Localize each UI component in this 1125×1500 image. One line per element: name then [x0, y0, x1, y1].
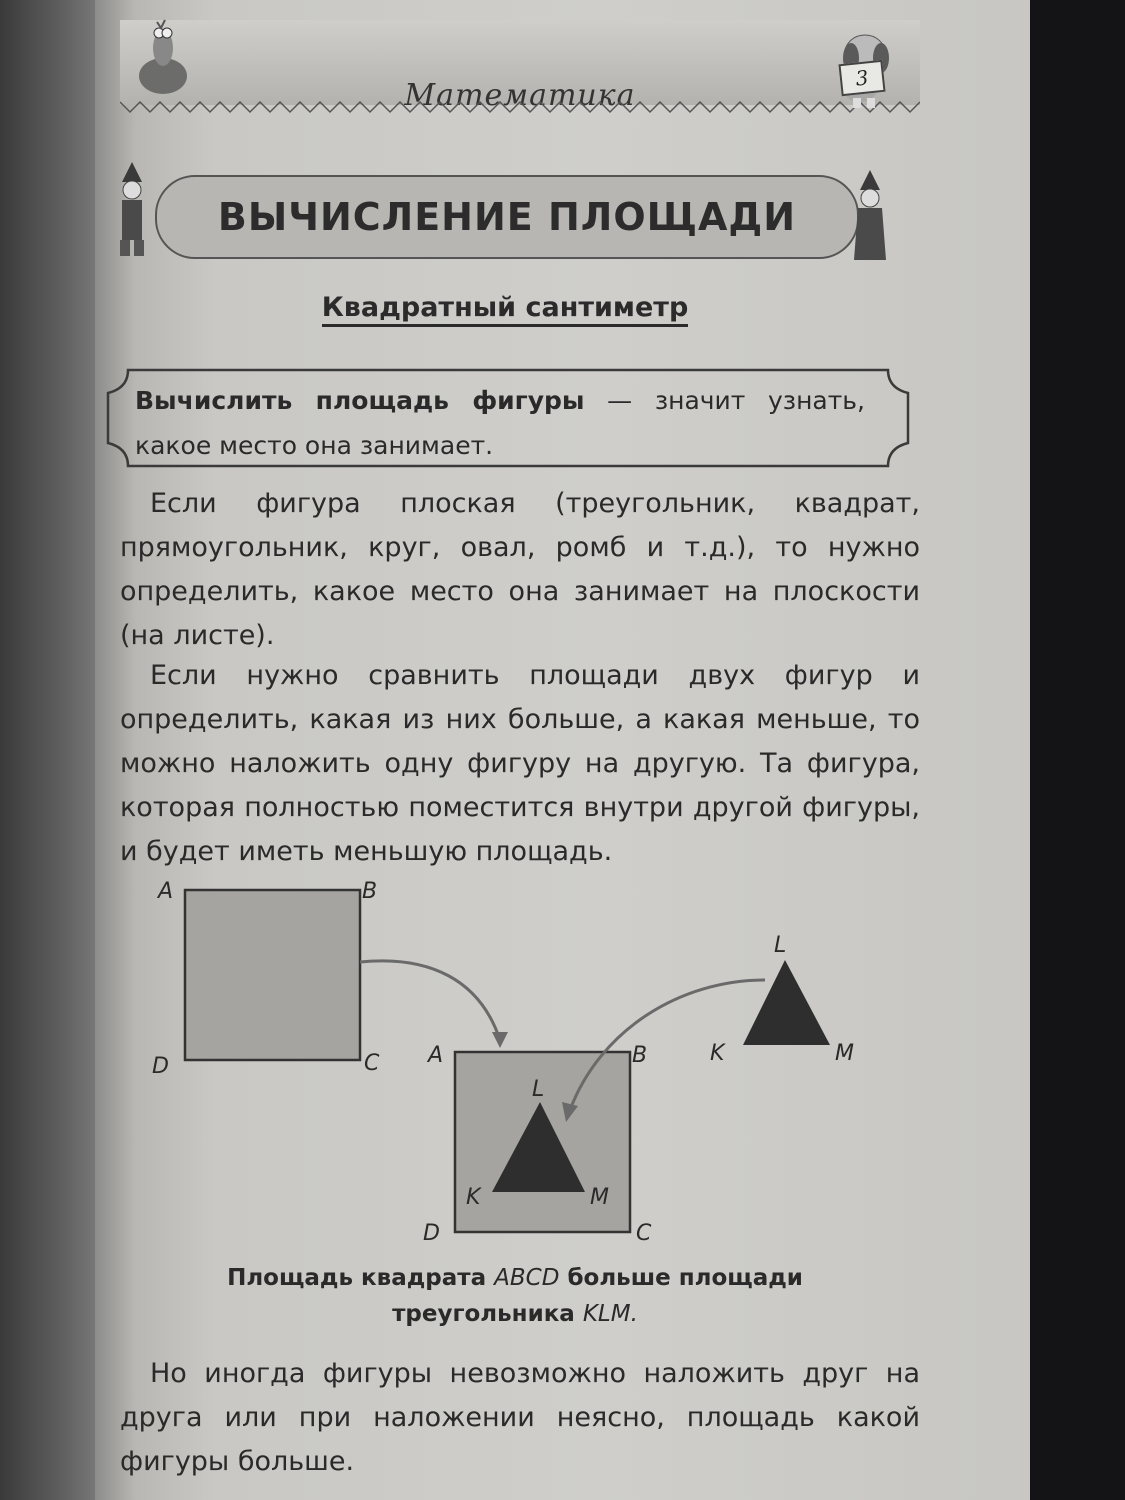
svg-text:C: C: [636, 1221, 652, 1246]
subject-title: Математика: [404, 78, 636, 113]
zigzag-border: [120, 98, 920, 116]
svg-text:K: K: [710, 1041, 725, 1066]
area-comparison-diagram: [140, 870, 900, 1250]
svg-text:L: L: [774, 933, 787, 958]
book-spine-shadow: [0, 0, 100, 1500]
chapter-title: ВЫЧИСЛЕНИЕ ПЛОЩАДИ: [217, 195, 797, 239]
svg-text:D: D: [152, 1054, 169, 1079]
paragraph-2: Если нужно сравнить площади двух фигур и определить, какая из них больше, а какая меньше, то можно наложить одну фигуру на другую. Та фигура, которая полностью поместится внутри другой фигуры, и будет иметь меньшую площадь.: [120, 660, 920, 867]
chapter-banner: [155, 175, 859, 259]
svg-text:M: M: [590, 1185, 609, 1210]
svg-text:L: L: [532, 1077, 545, 1102]
svg-text:D: D: [423, 1221, 440, 1246]
page-number: 3: [838, 60, 885, 96]
svg-text:A: A: [428, 1043, 444, 1068]
page-header: [120, 20, 920, 113]
section-subtitle: Квадратный сантиметр: [95, 292, 915, 323]
svg-text:C: C: [364, 1051, 380, 1076]
svg-text:B: B: [632, 1043, 648, 1068]
definition-text: Вычислить площадь фигуры — значит узнать, какое место она занимает.: [135, 386, 865, 460]
diagram-caption: Площадь квадрата ABCD больше площади треугольника KLM.: [227, 1265, 803, 1327]
paragraph-3: Но иногда фигуры невозможно наложить друг на друга или при наложении неясно, площадь какой фигуры больше.: [120, 1358, 920, 1477]
paragraph-1: Если фигура плоская (треугольник, квадрат, прямоугольник, круг, овал, ромб и т.д.), то нужно определить, какое место она занимает на плоскости (на листе).: [120, 488, 920, 651]
definition-body: значит узнать, какое место она занимает.: [135, 386, 865, 460]
svg-text:B: B: [362, 879, 378, 904]
book-page: [95, 0, 1030, 1500]
definition-term: Вычислить площадь фигуры: [135, 386, 585, 415]
svg-text:A: A: [158, 879, 174, 904]
svg-text:K: K: [466, 1185, 481, 1210]
svg-text:M: M: [835, 1041, 854, 1066]
background-edge: [1030, 0, 1125, 1500]
gnome-mascot-icon: [110, 160, 155, 260]
mascot-icon: [135, 18, 190, 98]
gnome-mascot-icon: [848, 168, 893, 268]
